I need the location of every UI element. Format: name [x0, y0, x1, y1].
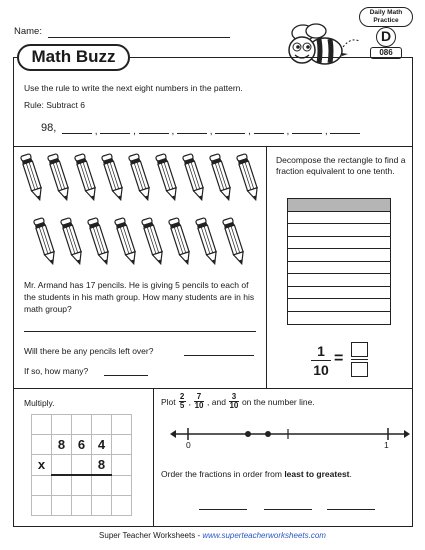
grid-cell: 8 — [52, 435, 72, 455]
rectangle-part — [288, 212, 390, 225]
comma: , — [130, 126, 139, 137]
pencil-icon — [128, 154, 152, 202]
rectangle-part — [288, 237, 390, 250]
name-label: Name: — [14, 26, 42, 37]
fraction-denominator: 10 — [313, 362, 329, 378]
fraction-two-fifths: 2 5 — [179, 392, 185, 410]
badge-letter: D — [376, 27, 396, 47]
pattern-blank[interactable] — [177, 133, 207, 134]
rectangle-part — [288, 224, 390, 237]
divider — [153, 388, 154, 526]
comma: , — [92, 126, 101, 137]
rectangle-part — [288, 274, 390, 287]
badge-number: 086 — [370, 47, 402, 59]
equals-sign: = — [334, 350, 344, 367]
title-banner: Math Buzz — [17, 44, 130, 71]
pencil-icon — [33, 218, 57, 266]
daily-math-badge — [357, 7, 415, 57]
fraction-one-tenth — [311, 343, 331, 378]
comma: , — [245, 126, 254, 137]
divider — [14, 146, 412, 147]
fraction-three-tenths: 3 10 — [229, 392, 239, 410]
grid-cell[interactable] — [72, 455, 92, 476]
decompose-rectangle — [287, 198, 391, 325]
pattern-blank[interactable] — [215, 133, 245, 134]
pencil-group — [18, 152, 263, 272]
pencil-icon — [195, 218, 219, 266]
badge-label: Daily Math Practice — [359, 7, 413, 27]
q1-start-number: 98, — [41, 122, 57, 134]
divider — [266, 146, 267, 388]
tick-label-one: 1 — [384, 440, 389, 450]
pattern-blank[interactable] — [292, 133, 322, 134]
pencil-icon — [47, 154, 71, 202]
footer — [0, 531, 425, 540]
pattern-blank[interactable] — [254, 133, 284, 134]
rectangle-part — [288, 299, 390, 312]
number-line-point[interactable] — [265, 431, 271, 437]
pencil-icon — [168, 218, 192, 266]
q2-leftover-answer[interactable] — [184, 355, 254, 356]
pattern-blank[interactable] — [62, 133, 92, 134]
grid-cell: 8 — [92, 455, 112, 476]
pencil-icon — [101, 154, 125, 202]
divider — [14, 388, 412, 389]
q1-rule: Rule: Subtract 6 — [24, 100, 85, 110]
comma: , — [322, 126, 331, 137]
rectangle-part — [288, 312, 390, 325]
rectangle-part — [288, 199, 390, 212]
q5-plot-instruction: Plot 2 5 , 7 10 , and 3 10 on the number line. — [161, 392, 315, 410]
q3-instruction: Decompose the rectangle to find a fraction equivalent to one tenth. — [276, 155, 406, 176]
number-line-point[interactable] — [245, 431, 251, 437]
footer-link[interactable]: www.superteacherworksheets.com — [202, 531, 326, 540]
pencil-icon — [155, 154, 179, 202]
pencil-icon — [236, 154, 260, 202]
pencil-icon — [114, 218, 138, 266]
grid-cell: 4 — [92, 435, 112, 455]
numerator-box[interactable] — [351, 342, 368, 357]
fraction-numerator: 1 — [317, 343, 325, 359]
pattern-blanks[interactable] — [62, 126, 360, 137]
grid-cell[interactable] — [32, 435, 52, 455]
order-answer-1[interactable] — [199, 509, 247, 510]
comma: , — [168, 126, 178, 137]
q5-order-instruction: Order the fractions in order from least to greatest. — [161, 469, 352, 479]
q2-leftover-question: Will there be any pencils left over? — [24, 346, 154, 356]
pencil-icon — [74, 154, 98, 202]
pencil-icon — [222, 218, 246, 266]
rectangle-part — [288, 249, 390, 262]
multiplication-grid[interactable] — [31, 414, 132, 516]
pattern-blank[interactable] — [139, 133, 169, 134]
fraction-seven-tenths: 7 10 — [194, 392, 204, 410]
q1-instruction: Use the rule to write the next eight numbers in the pattern. — [24, 83, 243, 93]
number-line[interactable] — [170, 424, 410, 454]
q2-problem-text: Mr. Armand has 17 pencils. He is giving 5 pencils to each of the students in his math group. How many students are in his math group? — [24, 280, 255, 314]
comma: , — [207, 126, 216, 137]
tick-label-zero: 0 — [186, 440, 191, 450]
name-field[interactable] — [48, 37, 230, 38]
q4-label: Multiply. — [24, 398, 55, 408]
q2-answer-line[interactable] — [24, 331, 256, 332]
q2-howmany-question: If so, how many? — [24, 366, 89, 376]
grid-cell: 6 — [72, 435, 92, 455]
plot-prefix: Plot — [161, 396, 176, 407]
pencil-icon — [60, 218, 84, 266]
pencil-icon — [182, 154, 206, 202]
pencil-icon — [209, 154, 233, 202]
plot-suffix: on the number line. — [241, 396, 315, 407]
pencil-icon — [20, 154, 44, 202]
pattern-blank[interactable] — [330, 133, 360, 134]
fraction-bar — [351, 359, 368, 360]
q2-howmany-answer[interactable] — [104, 375, 148, 376]
order-answer-3[interactable] — [327, 509, 375, 510]
pencil-icon — [141, 218, 165, 266]
pencil-icon — [87, 218, 111, 266]
footer-brand: Super Teacher Worksheets - — [99, 531, 203, 540]
pattern-blank[interactable] — [100, 133, 130, 134]
denominator-box[interactable] — [351, 362, 368, 377]
grid-cell: x — [32, 455, 52, 476]
rectangle-part — [288, 262, 390, 275]
rectangle-part — [288, 287, 390, 300]
grid-cell[interactable] — [52, 455, 72, 476]
order-answer-2[interactable] — [264, 509, 312, 510]
comma: , — [283, 126, 293, 137]
